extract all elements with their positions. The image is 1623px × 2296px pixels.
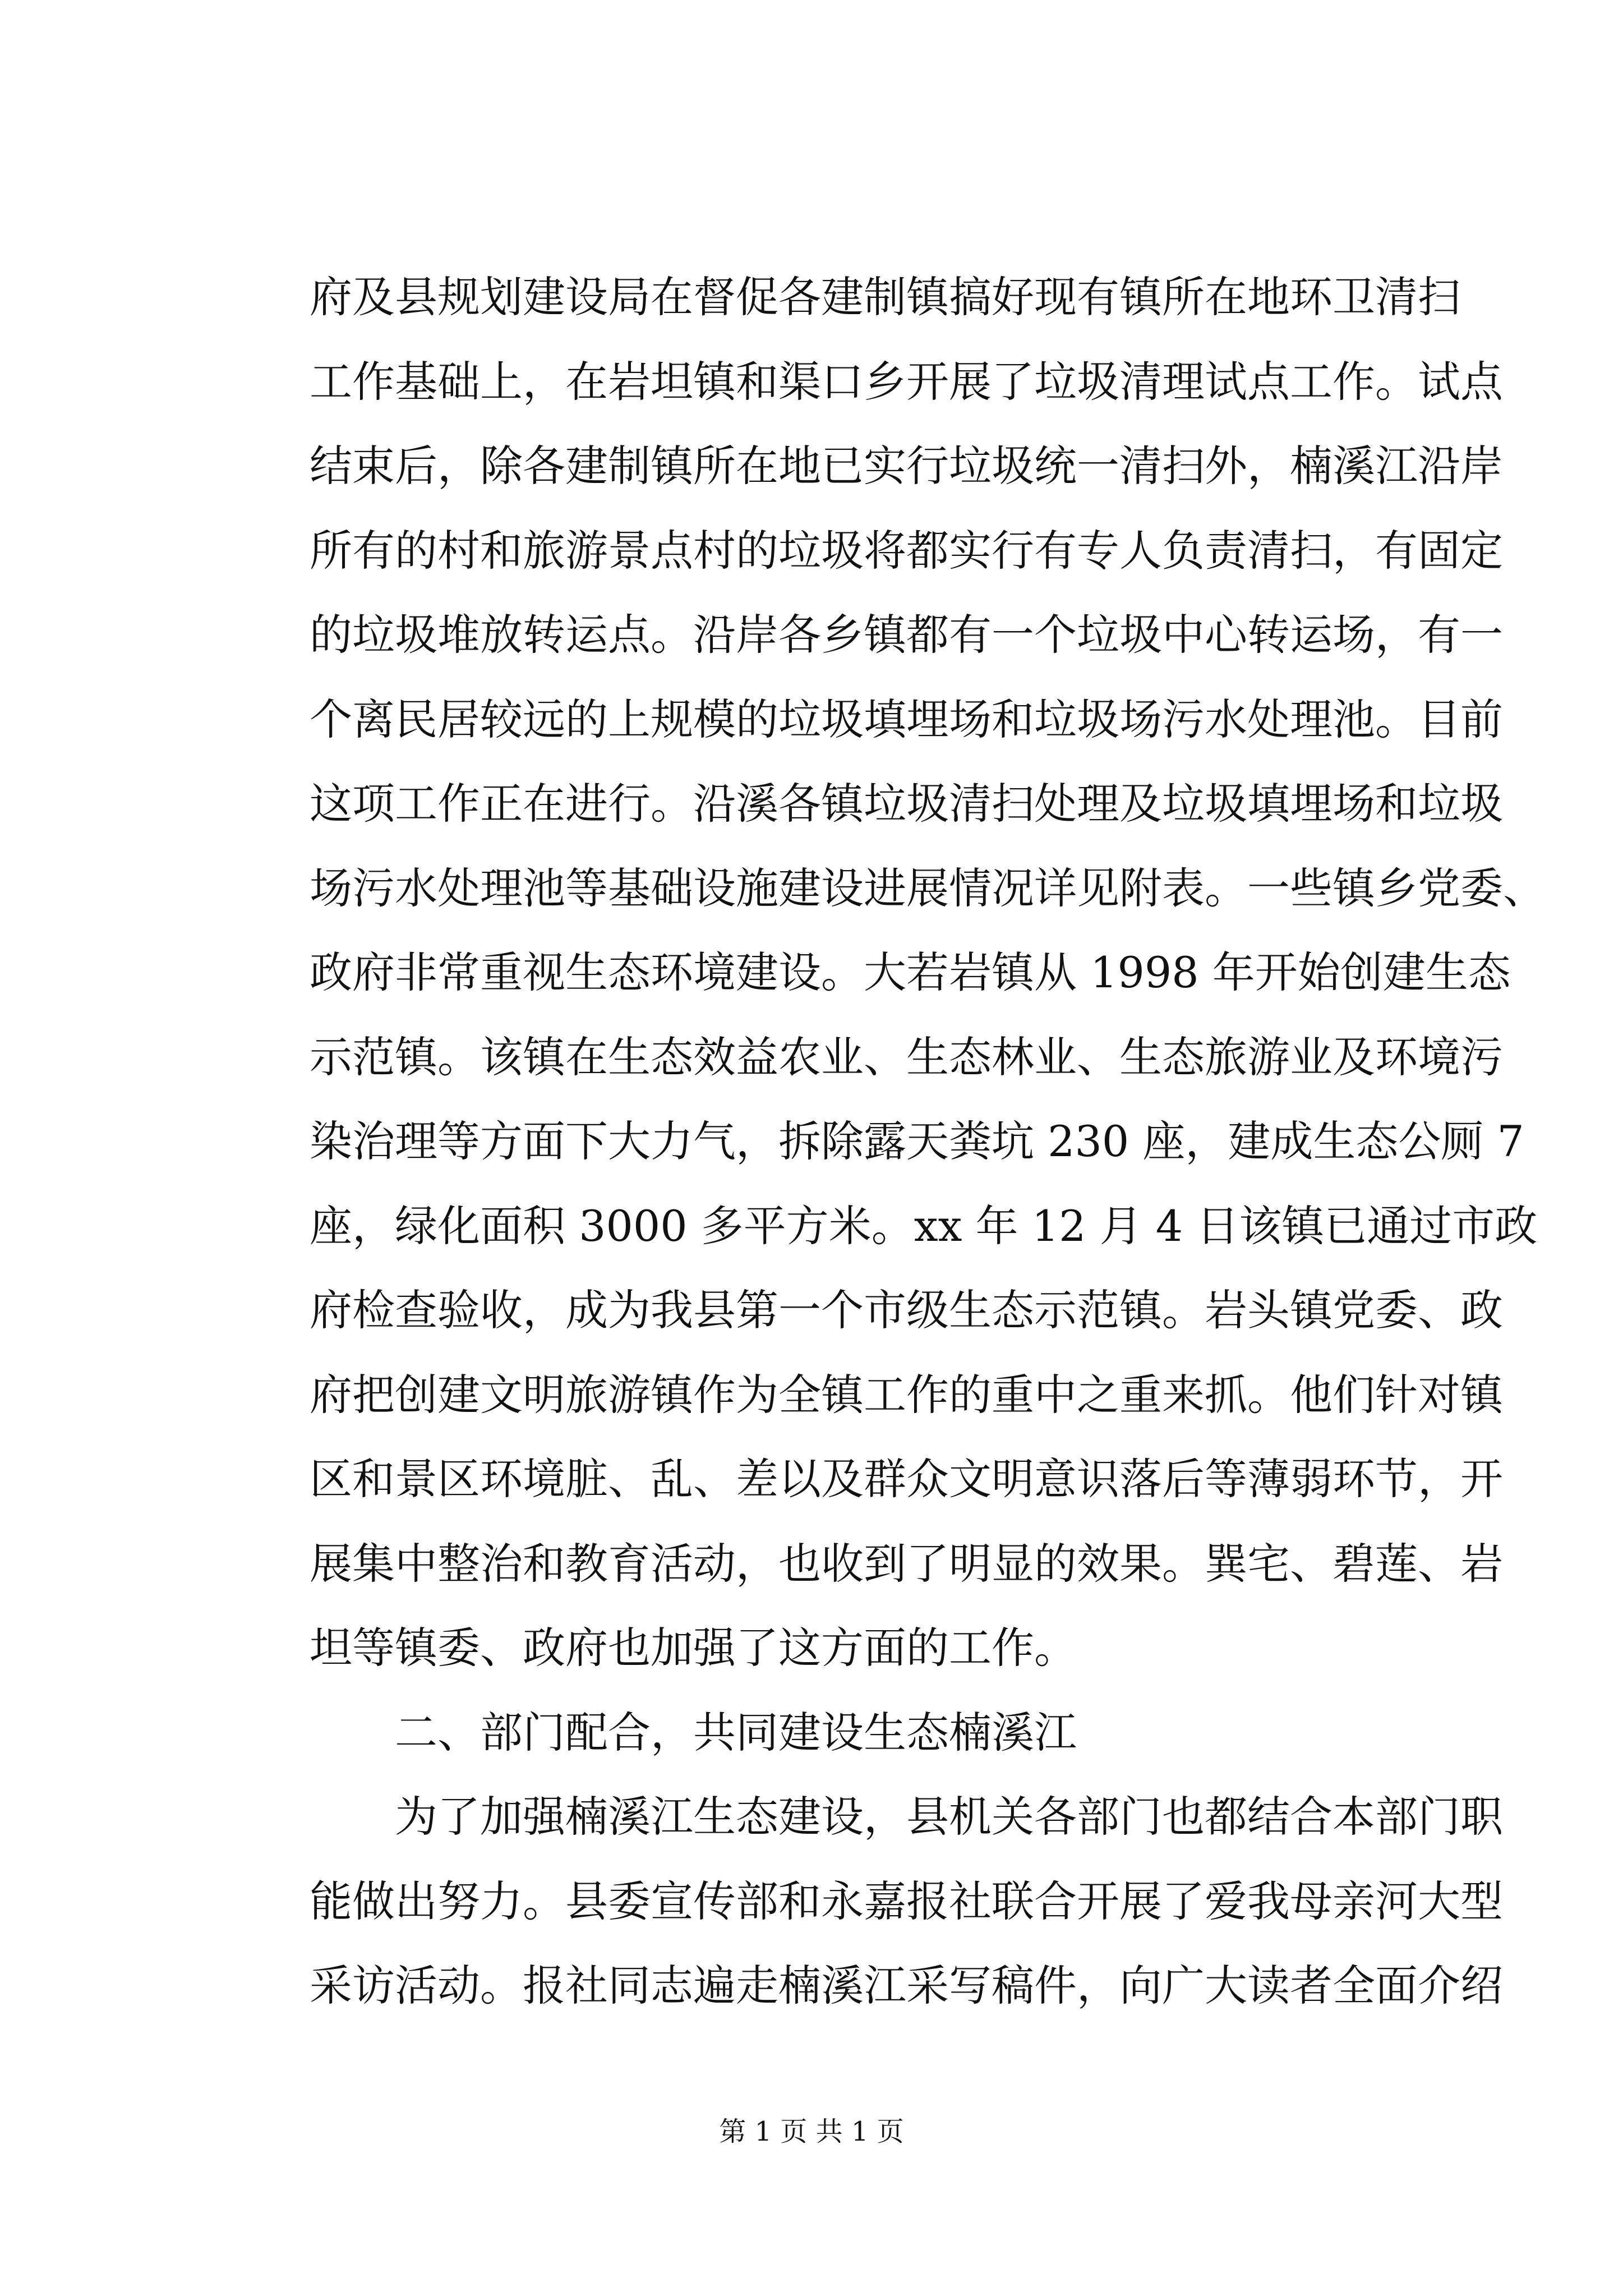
text-line: 这项工作正在进行。沿溪各镇垃圾清扫处理及垃圾填埋场和垃圾 xyxy=(310,779,1503,829)
text-line: 展集中整治和教育活动，也收到了明显的效果。巽宅、碧莲、岩 xyxy=(310,1538,1503,1589)
text-line: 所有的村和旅游景点村的垃圾将都实行有专人负责清扫，有固定 xyxy=(310,525,1503,576)
text-line: 示范镇。该镇在生态效益农业、生态林业、生态旅游业及环境污 xyxy=(310,1032,1503,1082)
text-line: 为了加强楠溪江生态建设，县机关各部门也都结合本部门职 xyxy=(395,1792,1503,1842)
text-line: 的垃圾堆放转运点。沿岸各乡镇都有一个垃圾中心转运场，有一 xyxy=(310,610,1503,660)
text-line: 府检查验收，成为我县第一个市级生态示范镇。岩头镇党委、政 xyxy=(310,1285,1503,1335)
text-line: 工作基础上，在岩坦镇和渠口乡开展了垃圾清理试点工作。试点 xyxy=(310,356,1503,407)
section-heading: 二、部门配合，共同建设生态楠溪江 xyxy=(395,1707,1077,1757)
text-line: 府及县规划建设局在督促各建制镇搞好现有镇所在地环卫清扫 xyxy=(310,272,1460,322)
text-line: 区和景区环境脏、乱、差以及群众文明意识落后等薄弱环节，开 xyxy=(310,1454,1503,1504)
page-footer xyxy=(0,2115,1623,2148)
text-line: 政府非常重视生态环境建设。大若岩镇从 1998 年开始创建生态 xyxy=(310,947,1511,997)
text-line: 采访活动。报社同志遍走楠溪江采写稿件，向广大读者全面介绍 xyxy=(310,1961,1503,2010)
text-line: 个离民居较远的上规模的垃圾填埋场和垃圾场污水处理池。目前 xyxy=(310,694,1503,744)
text-line: 坦等镇委、政府也加强了这方面的工作。 xyxy=(310,1623,1077,1673)
page-number-label: 第 1 页 共 1 页 xyxy=(719,2116,904,2147)
text-line: 结束后，除各建制镇所在地已实行垃圾统一清扫外，楠溪江沿岸 xyxy=(310,441,1503,491)
text-line: 场污水处理池等基础设施建设进展情况详见附表。一些镇乡党委、 xyxy=(310,863,1546,913)
text-line: 座，绿化面积 3000 多平方米。xx 年 12 月 4 日该镇已通过市政 xyxy=(310,1200,1538,1251)
text-line: 能做出努力。县委宣传部和永嘉报社联合开展了爱我母亲河大型 xyxy=(310,1876,1503,1926)
text-line: 府把创建文明旅游镇作为全镇工作的重中之重来抓。他们针对镇 xyxy=(310,1369,1503,1420)
document-body xyxy=(310,255,1546,2028)
text-line: 染治理等方面下大力气，拆除露天粪坑 230 座，建成生态公厕 7 xyxy=(310,1116,1524,1166)
